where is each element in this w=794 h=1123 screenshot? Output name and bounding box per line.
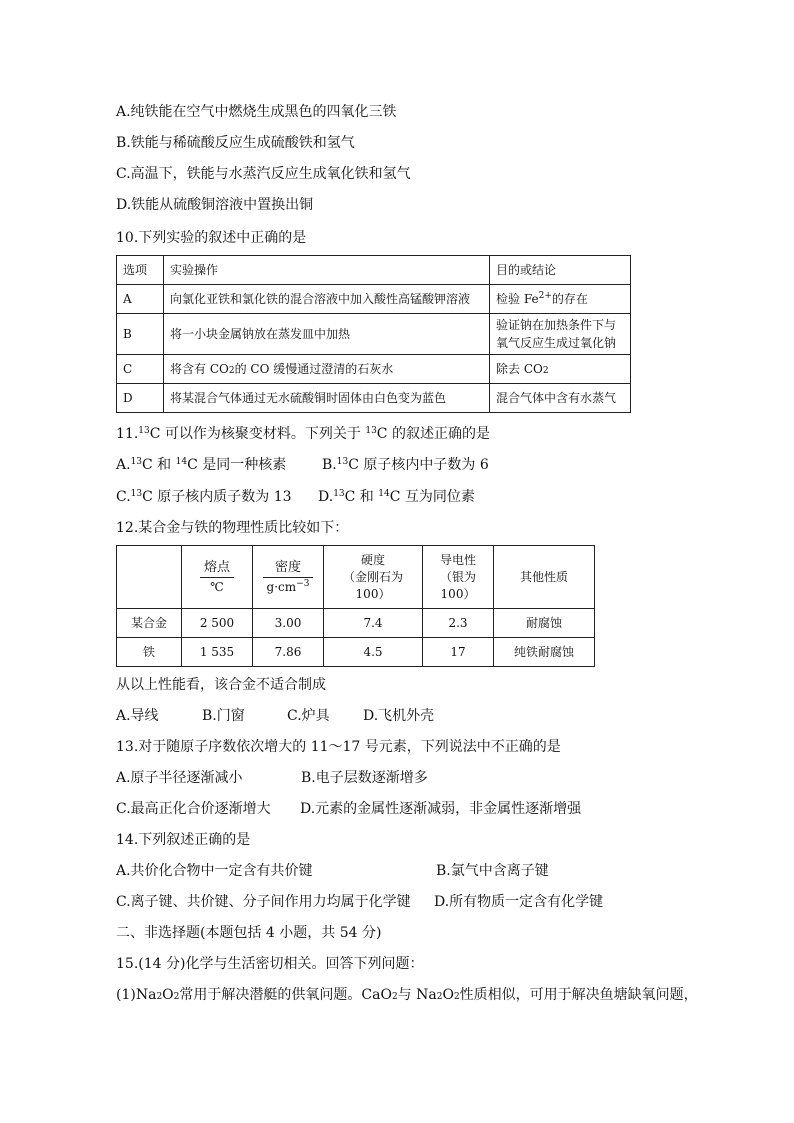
header-hardness: 硬度 （金刚石为 100） xyxy=(324,546,423,609)
table-row xyxy=(117,609,595,638)
row-option: C xyxy=(117,355,164,384)
q13-option-b: B.电子层数逐渐增多 xyxy=(301,770,428,786)
table-row xyxy=(117,384,631,413)
table-row xyxy=(117,355,631,384)
q11-option-d: D.$^{13}$C 和 $^{14}$C 互为同位素 xyxy=(318,489,475,505)
q13-option-c: C.最高正化合价逐渐增大 xyxy=(116,801,271,817)
q13-stem: 13.对于随原子序数依次增大的 11～17 号元素，下列说法中不正确的是 xyxy=(116,739,561,755)
cell-hardness: 4.5 xyxy=(324,638,423,667)
section-heading: 二、非选择题(本题包括 4 小题，共 54 分) xyxy=(116,925,382,941)
q12-option-d: D.飞机外壳 xyxy=(363,708,435,724)
q14-option-d: D.所有物质一定含有化学键 xyxy=(434,894,604,910)
q10-stem: 10.下列实验的叙述中正确的是 xyxy=(116,230,307,246)
cell-other: 纯铁耐腐蚀 xyxy=(494,638,595,667)
row-operation: 将含有 $CO_2$的 CO 缓慢通过澄清的石灰水 xyxy=(164,355,490,384)
q14-stem: 14.下列叙述正确的是 xyxy=(116,832,251,848)
cell-name: 某合金 xyxy=(117,609,182,638)
header-conductivity: 导电性 （银为 100） xyxy=(423,546,494,609)
q12-conclusion: 从以上性能看，该合金不适合制成 xyxy=(116,677,326,693)
cell-melting: 2 500 xyxy=(182,609,253,638)
row-option: A xyxy=(117,285,164,314)
q12-option-a: A.导线 xyxy=(116,708,159,724)
q9-option-c: C.高温下，铁能与水蒸汽反应生成氧化铁和氢气 xyxy=(116,166,411,182)
q12-table xyxy=(116,545,595,667)
q9-option-d: D.铁能从硫酸铜溶液中置换出铜 xyxy=(116,197,314,213)
row-conclusion: 检验 $Fe^{2+}$的存在 xyxy=(490,285,631,314)
row-option: D xyxy=(117,384,164,413)
row-conclusion: 除去 $CO_2$ xyxy=(490,355,631,384)
q11-option-b: B.$^{13}$C 原子核内中子数为 6 xyxy=(322,457,489,473)
row-option: B xyxy=(117,314,164,355)
q15-stem: 15.(14 分)化学与生活密切相关。回答下列问题： xyxy=(116,956,424,972)
header-operation: 实验操作 xyxy=(164,256,490,285)
row-operation: 将某混合气体通过无水硫酸铜时固体由白色变为蓝色 xyxy=(164,384,490,413)
table-row xyxy=(117,638,595,667)
row-operation: 向氯化亚铁和氯化铁的混合溶液中加入酸性高锰酸钾溶液 xyxy=(164,285,490,314)
header-density: $\frac{\text{密度}}{g\cdot cm^{-3}}$ xyxy=(253,546,324,609)
q11-stem: 11.13C 可以作为核聚变材料。下列关于 $^{13}$C 的叙述正确的是 xyxy=(116,426,490,442)
q11-option-c: C.$^{13}$C 原子核内质子数为 13 xyxy=(116,489,292,505)
cell-other: 耐腐蚀 xyxy=(494,609,595,638)
q9-option-b: B.铁能与稀硫酸反应生成硫酸铁和氢气 xyxy=(116,135,355,151)
q9-option-a: A.纯铁能在空气中燃烧生成黑色的四氧化三铁 xyxy=(116,104,397,120)
cell-hardness: 7.4 xyxy=(324,609,423,638)
q13-option-a: A.原子半径逐渐减小 xyxy=(116,770,243,786)
row-conclusion: 混合气体中含有水蒸气 xyxy=(490,384,631,413)
header-melting-point: $\frac{\text{熔点}}{℃}$ xyxy=(182,546,253,609)
table-row xyxy=(117,285,631,314)
q13-option-d: D.元素的金属性逐渐减弱，非金属性逐渐增强 xyxy=(300,801,582,817)
cell-density: 3.00 xyxy=(253,609,324,638)
row-operation: 将一小块金属钠放在蒸发皿中加热 xyxy=(164,314,490,355)
q14-option-a: A.共价化合物中一定含有共价键 xyxy=(116,863,313,879)
table-header-row xyxy=(117,256,631,285)
q12-option-c: C.炉具 xyxy=(287,708,330,724)
table-header-row xyxy=(117,546,595,609)
cell-name: 铁 xyxy=(117,638,182,667)
row-conclusion: 验证钠在加热条件下与氧气反应生成过氧化钠 xyxy=(490,314,631,355)
q12-option-b: B.门窗 xyxy=(202,708,245,724)
header-option: 选项 xyxy=(117,256,164,285)
cell-conductivity: 2.3 xyxy=(423,609,494,638)
q15-line1: $(1)Na_2O_2$常用于解决潜艇的供氧问题。CaO$_2$与 $Na_2O_2$性质相似，可用于解决鱼塘缺氧问题， xyxy=(116,987,698,1003)
q10-table xyxy=(116,255,631,413)
header-conclusion: 目的或结论 xyxy=(490,256,631,285)
header-other-properties: 其他性质 xyxy=(494,546,595,609)
cell-density: 7.86 xyxy=(253,638,324,667)
q14-option-c: C.离子键、共价键、分子间作用力均属于化学键 xyxy=(116,894,411,910)
cell-melting: 1 535 xyxy=(182,638,253,667)
q12-stem: 12.某合金与铁的物理性质比较如下： xyxy=(116,520,349,536)
table-row xyxy=(117,314,631,355)
q11-option-a: A.$^{13}$C 和 $^{14}$C 是同一种核素 xyxy=(116,457,287,473)
q14-option-b: B.氯气中含离子键 xyxy=(436,863,549,879)
header-blank xyxy=(117,546,182,609)
cell-conductivity: 17 xyxy=(423,638,494,667)
